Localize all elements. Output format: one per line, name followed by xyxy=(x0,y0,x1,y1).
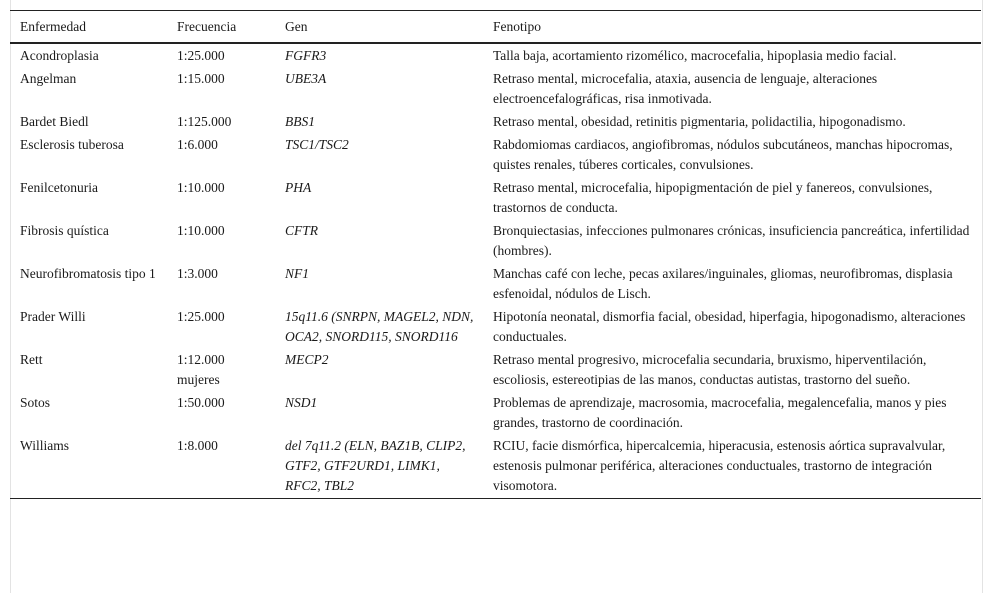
cell-phenotype: Retraso mental, obesidad, retinitis pigmentaria, polidactilia, hipogonadismo. xyxy=(493,114,906,129)
cell-disease: Bardet Biedl xyxy=(20,114,89,129)
header-gene: Gen xyxy=(275,11,483,44)
cell-frequency: 1:6.000 xyxy=(177,137,218,152)
genetic-diseases-table xyxy=(10,10,981,499)
cell-gene: del 7q11.2 (ELN, BAZ1B, CLIP2, GTF2, GTF2URD1, LIMK1, RFC2, TBL2 xyxy=(275,434,483,499)
cell-disease: Fibrosis quística xyxy=(20,223,109,238)
table-row xyxy=(10,67,981,110)
cell-disease: Sotos xyxy=(20,395,51,410)
cell-phenotype: Retraso mental, microcefalia, hipopigmentación de piel y fanereos, convulsiones, trastornos de conducta. xyxy=(493,180,933,215)
cell-frequency: 1:15.000 xyxy=(177,71,225,86)
cell-frequency: 1:50.000 xyxy=(177,395,225,410)
cell-phenotype: Bronquiectasias, infecciones pulmonares crónicas, insuficiencia pancreática, infertilidad (hombres). xyxy=(493,223,970,258)
cell-phenotype: Problemas de aprendizaje, macrosomia, macrocefalia, megalencefalia, manos y pies grandes, trastorno de coordinación. xyxy=(493,395,947,430)
cell-disease: Angelman xyxy=(20,71,77,86)
header-phenotype: Fenotipo xyxy=(483,11,981,44)
table-row xyxy=(10,219,981,262)
table-row xyxy=(10,348,981,391)
cell-frequency: 1:125.000 xyxy=(177,114,232,129)
cell-frequency: 1:12.000 mujeres xyxy=(177,352,225,387)
table-row xyxy=(10,110,981,133)
cell-gene: 15q11.6 (SNRPN, MAGEL2, NDN, OCA2, SNORD115, SNORD116 xyxy=(285,309,474,344)
table-body xyxy=(10,43,981,499)
cell-frequency: 1:10.000 xyxy=(177,180,225,195)
cell-phenotype: Rabdomiomas cardiacos, angiofibromas, nódulos subcutáneos, manchas hipocromas, quistes renales, túberes corticales, convulsiones. xyxy=(493,137,953,172)
cell-disease: Fenilcetonuria xyxy=(20,180,98,195)
cell-frequency: 1:25.000 xyxy=(177,309,225,324)
table-row xyxy=(10,43,981,67)
cell-disease: Acondroplasia xyxy=(20,48,99,63)
cell-disease: Esclerosis tuberosa xyxy=(20,137,124,152)
cell-disease: Prader Willi xyxy=(20,309,86,324)
table-row xyxy=(10,391,981,434)
cell-gene: BBS1 xyxy=(285,114,315,129)
cell-disease: Neurofibromatosis tipo 1 xyxy=(20,266,156,281)
table-row xyxy=(10,133,981,176)
cell-gene: TSC1/TSC2 xyxy=(285,137,349,152)
cell-gene: UBE3A xyxy=(285,71,327,86)
cell-frequency: 1:8.000 xyxy=(167,434,275,499)
cell-phenotype: Talla baja, acortamiento rizomélico, macrocefalia, hipoplasia medio facial. xyxy=(493,48,897,63)
cell-gene: FGFR3 xyxy=(285,48,327,63)
cell-disease: Rett xyxy=(20,352,43,367)
table-row xyxy=(10,262,981,305)
cell-phenotype: Retraso mental, microcefalia, ataxia, ausencia de lenguaje, alteraciones electroencefalográficas, risa inmotivada. xyxy=(493,71,878,106)
table-header xyxy=(10,11,981,44)
header-disease: Enfermedad xyxy=(10,11,167,44)
cell-frequency: 1:3.000 xyxy=(177,266,218,281)
cell-phenotype: RCIU, facie dismórfica, hipercalcemia, hiperacusia, estenosis aórtica supravalvular, estenosis pulmonar periférica, alteraciones conductuales, trastorno de integración visomotora. xyxy=(483,434,981,499)
cell-disease: Williams xyxy=(10,434,167,499)
header-row xyxy=(10,11,981,44)
cell-frequency: 1:10.000 xyxy=(177,223,225,238)
cell-phenotype: Manchas café con leche, pecas axilares/inguinales, gliomas, neurofibromas, displasia esfenoidal, nódulos de Lisch. xyxy=(493,266,953,301)
cell-frequency: 1:25.000 xyxy=(177,48,225,63)
cell-phenotype: Retraso mental progresivo, microcefalia secundaria, bruxismo, hiperventilación, escoliosis, estereotipias de las manos, conductas autistas, trastorno del sueño. xyxy=(493,352,927,387)
header-frequency: Frecuencia xyxy=(167,11,275,44)
cell-phenotype: Hipotonía neonatal, dismorfia facial, obesidad, hiperfagia, hipogonadismo, alteraciones conductuales. xyxy=(493,309,966,344)
table-row xyxy=(10,176,981,219)
table-row xyxy=(10,305,981,348)
cell-gene: CFTR xyxy=(285,223,319,238)
cell-gene: NF1 xyxy=(285,266,310,281)
cell-gene: PHA xyxy=(285,180,312,195)
cell-gene: MECP2 xyxy=(285,352,329,367)
cell-gene: NSD1 xyxy=(285,395,318,410)
table-row xyxy=(10,434,981,499)
